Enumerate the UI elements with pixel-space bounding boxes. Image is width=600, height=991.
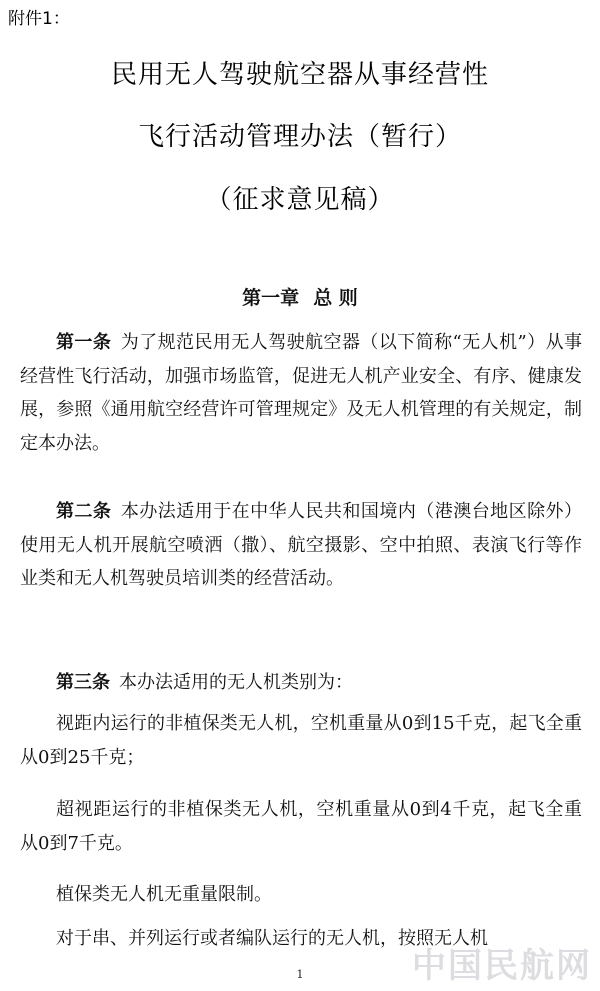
article-text: 本办法适用的无人机类别为：: [119, 672, 353, 693]
article-label: 第二条: [56, 501, 112, 522]
chapter-number: 第一章: [242, 287, 300, 309]
attachment-label: 附件1：: [8, 9, 70, 29]
article-text: 本办法适用于在中华人民共和国境内（港澳台地区除外）使用无人机开展航空喷洒（撒）、航空摄影、空中拍照、表演飞行等作业类和无人机驾驶员培训类的经营活动。: [20, 501, 583, 589]
article-label: 第一条: [56, 332, 112, 353]
paragraph-beyond-visual-range: 超视距运行的非植保类无人机，空机重量从0到4千克，起飞全重从0到7千克。: [20, 799, 582, 854]
article-text: 为了规范民用无人驾驶航空器（以下简称“无人机”）从事经营性飞行活动，加强市场监管，促进无人机产业安全、有序、健康发展，参照《通用航空经营许可管理规定》及无人机管理的有关规定，制定本办法。: [20, 332, 583, 454]
article-2: [20, 495, 582, 596]
article-label: 第三条: [56, 672, 110, 693]
title-line-3: （征求意见稿）: [205, 185, 395, 215]
article-1: [20, 326, 582, 460]
title-line-2: 飞行活动管理办法（暂行）: [137, 122, 462, 152]
page-number: 1: [296, 968, 304, 981]
article-3: [20, 666, 582, 700]
paragraph-visual-range: 视距内运行的非植保类无人机，空机重量从0到15千克，起飞全重从0到25千克；: [20, 713, 582, 768]
chapter-heading: [0, 283, 600, 310]
chapter-name: 总 则: [313, 287, 358, 309]
watermark-logo: 中国民航网: [412, 946, 592, 986]
title-line-1: 民用无人驾驶航空器从事经营性: [110, 60, 489, 90]
paragraph-formation: 对于串、并列运行或者编队运行的无人机，按照无人机: [56, 928, 488, 949]
paragraph-plant-protection: 植保类无人机无重量限制。: [56, 884, 272, 905]
